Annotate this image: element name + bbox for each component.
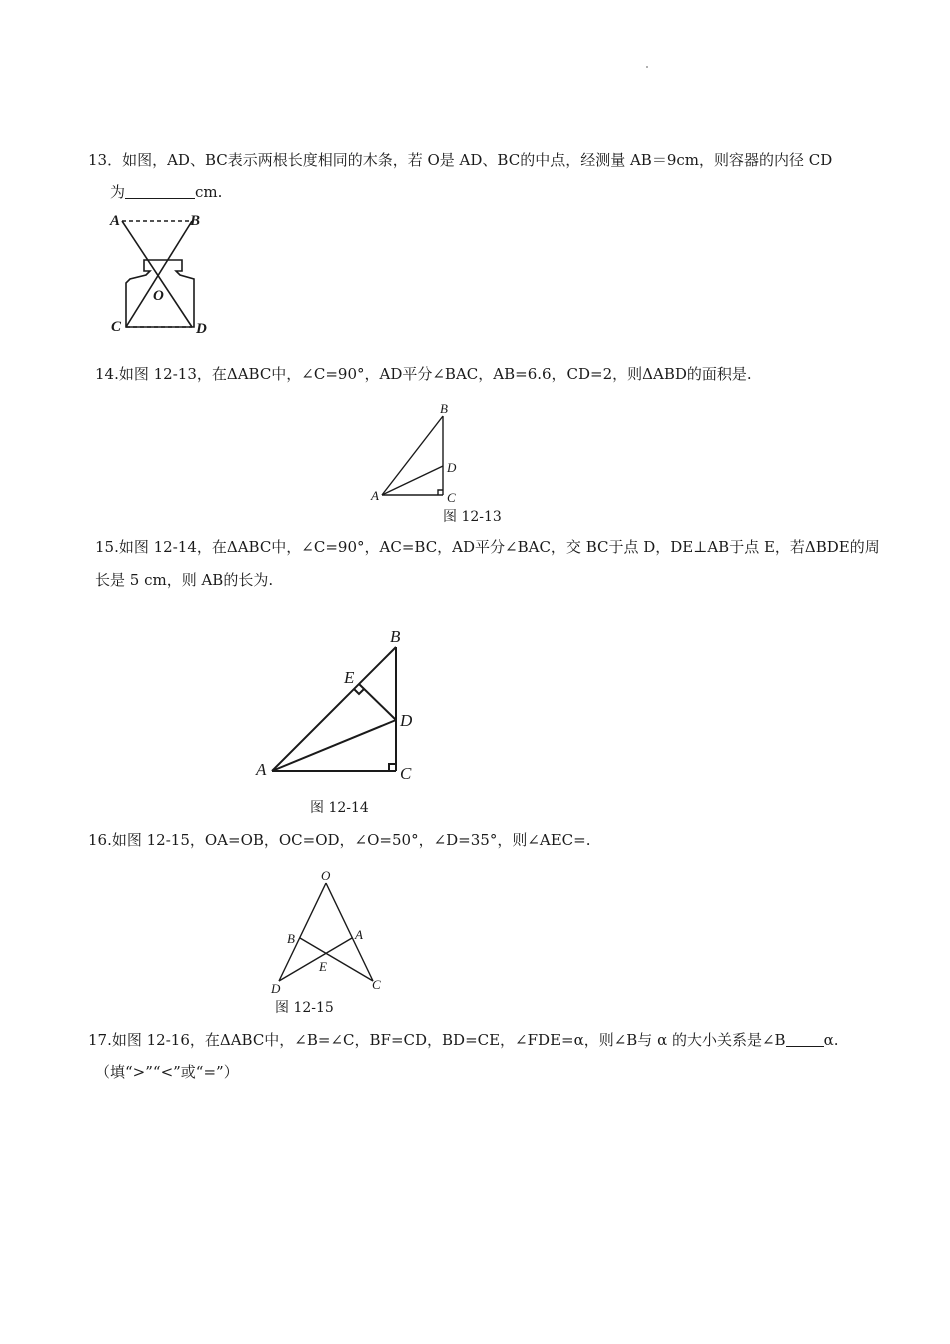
q17-suffix: α. (823, 1031, 839, 1049)
q13-label-d: D (196, 321, 207, 337)
q14-label-c: C (447, 490, 456, 505)
q14-figure-container (365, 400, 475, 505)
q16-label-c: C (372, 977, 381, 992)
q13-label-b: B (190, 213, 201, 229)
q16-figure-container (265, 865, 390, 995)
q17-text-line2: （填“>”“<”或“=”） (95, 1063, 239, 1081)
q16-caption: 图 12-15 (275, 1000, 334, 1016)
q16-side-oc (326, 883, 373, 981)
q15-label-d: D (400, 711, 413, 730)
q14-side-ab (382, 416, 443, 495)
q13-prefix: 为 (110, 183, 126, 201)
q15-label-c: C (400, 764, 412, 783)
q13-suffix: cm. (195, 183, 223, 201)
q17-prefix: 17.如图 12-16，在ΔABC中，∠B=∠C，BF=CD，BD=CE，∠FDE=α，则∠B与 α 的大小关系是∠B (88, 1031, 786, 1049)
q15-right-angle-e (354, 689, 364, 694)
q13-text-line2 (110, 182, 222, 202)
q15-caption: 图 12-14 (310, 800, 369, 816)
q15-segment-ad (272, 720, 396, 771)
q15-figure-container (250, 625, 430, 790)
q13-answer-blank (125, 184, 195, 199)
q15-side-ab (272, 647, 396, 771)
q14-label-b: B (440, 401, 448, 416)
q13-label-c: C (111, 319, 122, 335)
scan-dot (646, 66, 648, 68)
q13-label-a: A (110, 213, 121, 229)
q14-right-angle-mark (438, 490, 443, 495)
q14-segment-ad (382, 466, 443, 495)
q15-right-angle-c (389, 764, 396, 771)
q16-label-o: O (321, 868, 331, 883)
q15-label-e: E (344, 668, 355, 687)
q16-text-line1: 16.如图 12-15，OA=OB，OC=OD，∠O=50°，∠D=35°，则∠AEC=. (88, 831, 591, 849)
q13-text-line1: 13．如图，AD、BC表示两根长度相同的木条，若 O是 AD、BC的中点，经测量 AB＝9cm，则容器的内径 CD (88, 151, 833, 169)
q13-figure-container (100, 205, 240, 340)
q13-label-o: O (153, 288, 164, 304)
q14-label-d: D (447, 460, 457, 475)
q16-label-a: A (355, 927, 363, 942)
q15-label-b: B (390, 627, 401, 646)
q14-text-line1: 14.如图 12-13，在ΔABC中，∠C=90°，AD平分∠BAC，AB=6.6，CD=2，则ΔABD的面积是. (95, 365, 752, 383)
q17-answer-blank (786, 1032, 824, 1047)
q16-label-b: B (287, 931, 295, 946)
q16-label-e: E (319, 959, 327, 974)
q16-label-d: D (271, 981, 281, 996)
q15-segment-de (359, 684, 396, 720)
q15-text-line1: 15.如图 12-14，在ΔABC中，∠C=90°，AC=BC，AD平分∠BAC，交 BC于点 D，DE⊥AB于点 E，若ΔBDE的周 (95, 538, 880, 556)
q15-label-a: A (256, 760, 267, 779)
q14-caption: 图 12-13 (443, 509, 502, 525)
q17-text-line1 (88, 1030, 838, 1050)
q15-text-line2: 长是 5 cm，则 AB的长为. (95, 571, 274, 589)
q14-label-a: A (371, 488, 379, 503)
